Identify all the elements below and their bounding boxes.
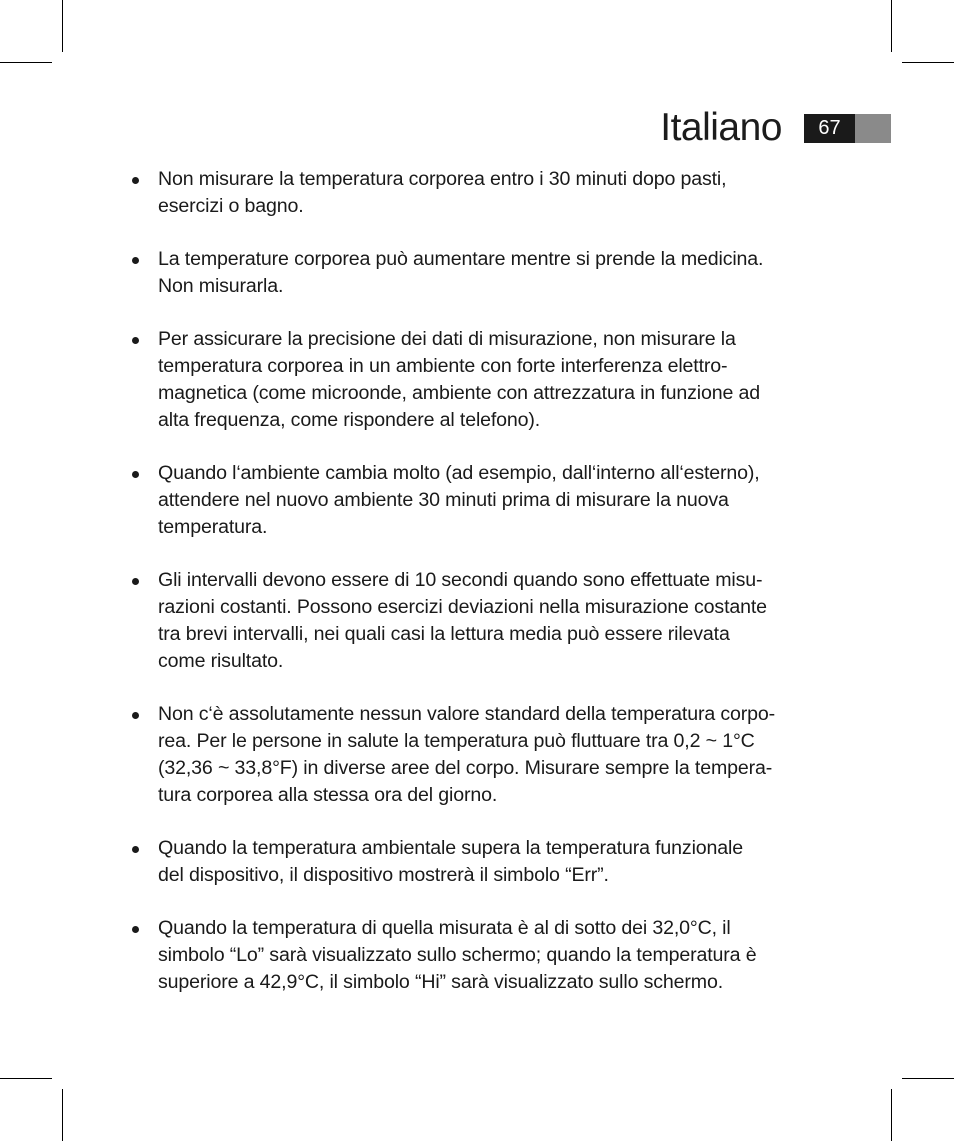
list-item bbox=[128, 326, 828, 434]
list-item-line: tura corporea alla stessa ora del giorno. bbox=[158, 784, 498, 806]
list-item bbox=[128, 567, 828, 675]
list-item bbox=[128, 915, 828, 996]
list-item-line: La temperature corporea può aumentare mentre si prende la medicina. bbox=[158, 248, 764, 270]
list-item bbox=[128, 246, 828, 300]
list-item bbox=[128, 701, 828, 809]
list-item-line: Non misurarla. bbox=[158, 275, 284, 297]
list-item-line: rea. Per le persone in salute la temperatura può fluttuare tra 0,2 ~ 1°C bbox=[158, 730, 755, 752]
list-item-line: del dispositivo, il dispositivo mostrerà il simbolo “Err”. bbox=[158, 864, 609, 886]
crop-mark-top-right-horizontal bbox=[902, 62, 954, 63]
bullet-icon bbox=[132, 257, 139, 264]
list-item-line: Quando la temperatura di quella misurata è al di sotto dei 32,0°C, il bbox=[158, 917, 731, 939]
list-item-line: Quando la temperatura ambientale supera la temperatura funzionale bbox=[158, 837, 743, 859]
crop-mark-bottom-right-horizontal bbox=[902, 1078, 954, 1079]
crop-mark-top-right-vertical bbox=[891, 0, 892, 52]
list-item-line: Quando l‘ambiente cambia molto (ad esempio, dall‘interno all‘esterno), bbox=[158, 462, 760, 484]
list-item bbox=[128, 166, 828, 220]
list-item-line: (32,36 ~ 33,8°F) in diverse aree del corpo. Misurare sempre la tempera- bbox=[158, 757, 773, 779]
bullet-icon bbox=[132, 926, 139, 933]
list-item-line: tra brevi intervalli, nei quali casi la lettura media può essere rilevata bbox=[158, 623, 730, 645]
bullet-icon bbox=[132, 471, 139, 478]
list-item-line: come risultato. bbox=[158, 650, 284, 672]
list-item-line: attendere nel nuovo ambiente 30 minuti prima di misurare la nuova bbox=[158, 489, 729, 511]
bullet-icon bbox=[132, 846, 139, 853]
page-number: 67 bbox=[804, 114, 855, 143]
bullet-icon bbox=[132, 712, 139, 719]
precautions-list bbox=[128, 166, 828, 1022]
list-item-line: magnetica (come microonde, ambiente con attrezzatura in funzione ad bbox=[158, 382, 761, 404]
bullet-icon bbox=[132, 337, 139, 344]
list-item-line: superiore a 42,9°C, il simbolo “Hi” sarà visualizzato sullo schermo. bbox=[158, 971, 723, 993]
crop-mark-top-left-horizontal bbox=[0, 62, 52, 63]
list-item-line: Gli intervalli devono essere di 10 secondi quando sono effettuate misu- bbox=[158, 569, 763, 591]
list-item bbox=[128, 835, 828, 889]
bullet-icon bbox=[132, 578, 139, 585]
section-title: Italiano bbox=[660, 106, 782, 149]
list-item-line: simbolo “Lo” sarà visualizzato sullo schermo; quando la temperatura è bbox=[158, 944, 757, 966]
bullet-icon bbox=[132, 177, 139, 184]
list-item-line: esercizi o bagno. bbox=[158, 195, 304, 217]
crop-mark-bottom-right-vertical bbox=[891, 1089, 892, 1141]
crop-mark-bottom-left-horizontal bbox=[0, 1078, 52, 1079]
list-item bbox=[128, 460, 828, 541]
page-tab bbox=[804, 114, 891, 143]
list-item-line: Per assicurare la precisione dei dati di misurazione, non misurare la bbox=[158, 328, 736, 350]
crop-mark-top-left-vertical bbox=[62, 0, 63, 52]
list-item-line: Non misurare la temperatura corporea entro i 30 minuti dopo pasti, bbox=[158, 168, 727, 190]
list-item-line: temperatura. bbox=[158, 516, 268, 538]
list-item-line: temperatura corporea in un ambiente con forte interferenza elettro- bbox=[158, 355, 728, 377]
list-item-line: alta frequenza, come rispondere al telefono). bbox=[158, 409, 541, 431]
list-item-line: Non c‘è assolutamente nessun valore standard della temperatura corpo- bbox=[158, 703, 776, 725]
list-item-line: razioni costanti. Possono esercizi deviazioni nella misurazione costante bbox=[158, 596, 767, 618]
crop-mark-bottom-left-vertical bbox=[62, 1089, 63, 1141]
